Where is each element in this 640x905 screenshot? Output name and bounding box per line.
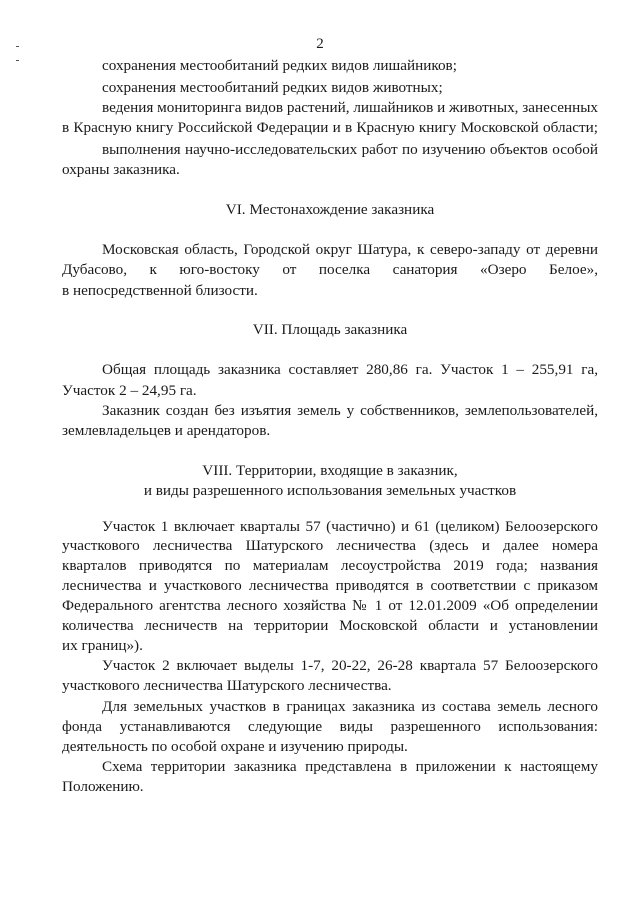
paragraph-line: Для земельных участков в границах заказника из состава земель лесного xyxy=(102,698,598,715)
paragraph-line: в непосредственной близости. xyxy=(62,282,258,299)
list-item: сохранения местообитаний редких видов животных; xyxy=(102,79,443,96)
paragraph-line: Общая площадь заказника составляет 280,86 га. Участок 1 – 255,91 га, xyxy=(102,361,598,378)
paragraph-line: Участок 2 – 24,95 га. xyxy=(62,382,197,399)
section-heading: VI. Местонахождение заказника xyxy=(225,201,435,218)
paragraph-line: фонда устанавливаются следующие виды разрешенного использования: xyxy=(62,718,598,735)
list-item: выполнения научно-исследовательских работ по изучению объектов особой xyxy=(102,141,598,158)
paragraph-line: землевладельцев и арендаторов. xyxy=(62,422,271,439)
scan-mark xyxy=(16,60,19,61)
list-item-continuation: охраны заказника. xyxy=(62,161,180,178)
paragraph-line: Положению. xyxy=(62,778,144,795)
paragraph-line: лесничества и участкового лесничества приводятся в соответствии с приказом xyxy=(62,577,598,594)
paragraph-line: кварталов приводятся по материалам лесоустройства 2019 года; названия xyxy=(62,557,598,574)
paragraph-line: их границ»). xyxy=(62,637,143,654)
paragraph-line: количества лесничеств на территории Московской области и установлении xyxy=(62,617,598,634)
section-heading: и виды разрешенного использования земельных участков xyxy=(143,482,517,499)
paragraph-line: Дубасово, к юго-востоку от поселка санатория «Озеро Белое», xyxy=(62,261,598,278)
list-item: сохранения местообитаний редких видов лишайников; xyxy=(102,57,457,74)
list-item: ведения мониторинга видов растений, лишайников и животных, занесенных xyxy=(102,99,598,116)
section-heading: VII. Площадь заказника xyxy=(252,321,408,338)
list-item-continuation: в Красную книгу Российской Федерации и в Красную книгу Московской области; xyxy=(62,119,598,136)
section-heading: VIII. Территории, входящие в заказник, xyxy=(202,462,458,479)
paragraph-line: Участок 1 включает кварталы 57 (частично) и 61 (целиком) Белоозерского xyxy=(102,518,598,535)
paragraph-line: Участок 2 включает выделы 1-7, 20-22, 26-28 квартала 57 Белоозерского xyxy=(102,657,598,674)
paragraph-line: деятельность по особой охране и изучению природы. xyxy=(62,738,408,755)
paragraph-line: Московская область, Городской округ Шатура, к северо-западу от деревни xyxy=(102,241,598,258)
paragraph-line: Схема территории заказника представлена в приложении к настоящему xyxy=(102,758,598,775)
paragraph-line: участкового лесничества Шатурского лесничества (здесь и далее номера xyxy=(62,537,598,554)
paragraph-line: участкового лесничества Шатурского лесничества. xyxy=(62,677,392,694)
page-number: 2 xyxy=(316,36,324,52)
paragraph-line: Заказник создан без изъятия земель у собственников, землепользователей, xyxy=(102,402,598,419)
paragraph-line: Федерального агентства лесного хозяйства № 1 от 12.01.2009 «Об определении xyxy=(62,597,598,614)
